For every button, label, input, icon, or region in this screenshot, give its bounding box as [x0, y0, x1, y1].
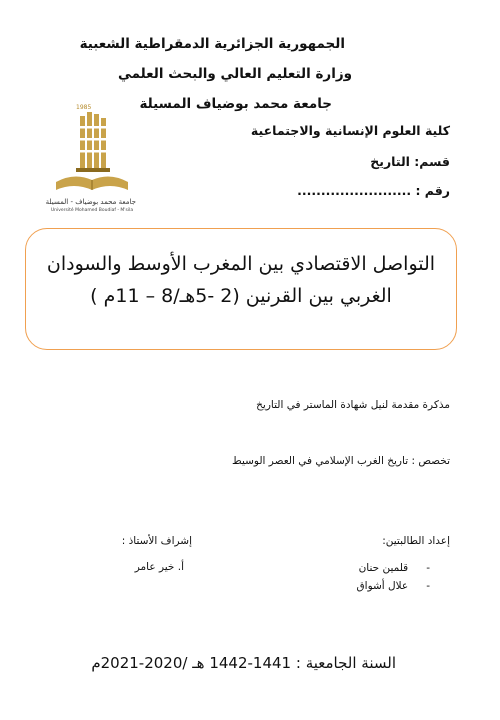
thesis-title-box: [25, 228, 457, 350]
logo-latin-name: Université Mohamed Boudiaf - M'sila: [50, 208, 134, 213]
student-name: علال أشواق: [356, 580, 409, 592]
republic-name: الجمهورية الجزائرية الدمقراطية الشعبية: [79, 36, 345, 52]
preparation-label: إعداد الطالبتين:: [382, 535, 450, 547]
reference-number: رقم : ........................: [297, 183, 450, 198]
list-dash: -: [426, 580, 430, 592]
academic-year: السنة الجامعية : 1441-1442 هـ /2020-2021م: [91, 654, 396, 672]
thesis-title-line-1: التواصل الاقتصادي بين المغرب الأوسط والسودان: [46, 253, 436, 275]
student-name: قلمين حنان: [358, 562, 409, 574]
ministry-name: وزارة التعليم العالي والبحث العلمي: [117, 66, 352, 82]
logo-arabic-name: جامعة محمد بوضياف - المسيلة: [45, 198, 136, 206]
memo-description: مذكرة مقدمة لنيل شهادة الماستر في التاريخ: [256, 399, 450, 411]
university-emblem-icon: [42, 104, 142, 200]
specialty: تخصص : تاريخ الغرب الإسلامي في العصر الوسيط: [232, 455, 450, 467]
student-item: [359, 562, 430, 574]
university-logo: [42, 104, 142, 216]
supervisor-name: أ. خير عامر: [134, 561, 184, 573]
supervisor-label: إشراف الأستاذ :: [121, 535, 192, 547]
faculty-name: كلية العلوم الإنسانية والاجتماعية: [250, 123, 450, 138]
department-name: قسم: التاريخ: [370, 154, 450, 169]
thesis-title-line-2: الغربي بين القرنين (2 -5هـ/8 – 11م ): [90, 285, 392, 307]
student-item: [357, 580, 431, 592]
logo-year: 1985: [76, 104, 92, 111]
university-name: جامعة محمد بوضياف المسيلة: [139, 96, 332, 112]
list-dash: -: [426, 562, 430, 574]
